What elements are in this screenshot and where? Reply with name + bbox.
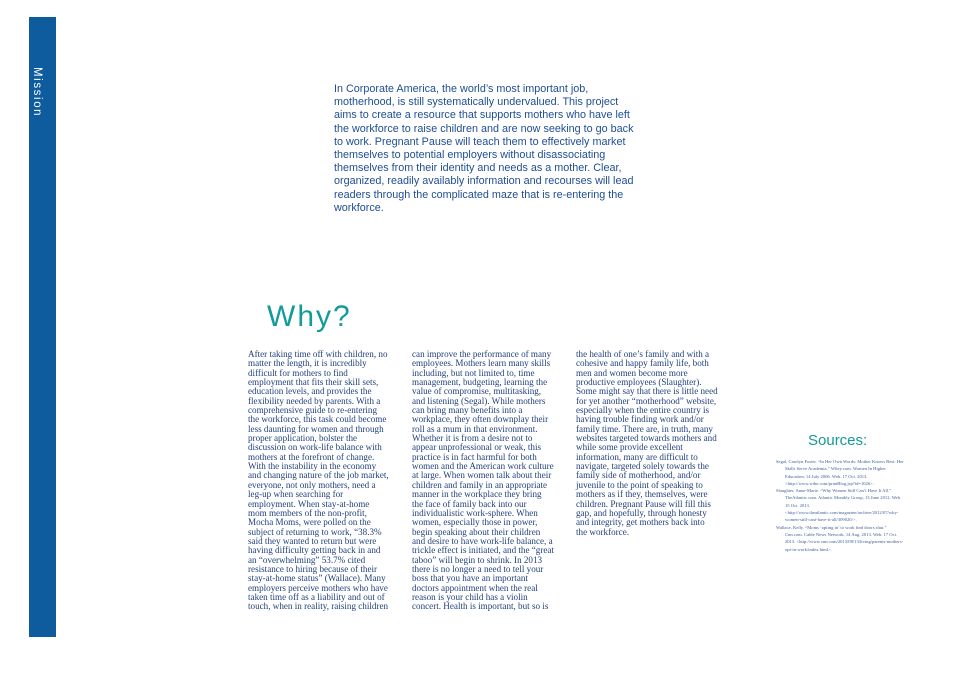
body-paragraph: Some might say that there is little need for yet another “motherhood” website, especially when the entire country is having trouble finding work and/or family time. There are, in truth, many websites targeted towards mothers and while some provide excellent information, many are difficult to navigate, targeted solely towards the family side of motherhood, and/or juvenile to the point of speaking to mothers as if they, themselves, were children. Pregnant Pause will fill this gap, and hopefully, through honesty and integrity, get mothers back into the workforce. [576,386,718,537]
why-heading: Why? [267,300,352,333]
mission-statement: In Corporate America, the world’s most important job, motherhood, is still systematically undervalued. This project aims to create a resource that supports mothers who have left the workforce to raise children and are now seeking to go back to work. Pregnant Pause will teach them to effectively market themselves to potential employers without disassociating themselves from their identity and needs as a mother. Clear, organized, readily availably information and recourses will lead readers through the complicated maze that is re-entering the workforce. [334,83,634,214]
source-item: Slaughter, Anne-Marie. “Why Women Still Can’t Have It All.” TheAtlantic.com. Atlantic Monthly Group, 13 June 2012. Web. 15 Oct. 2013. <http://www.theatlantic.com/magazine/archive/2012/07/why-women-still-cant-have-it-all/309020/>. [776,488,902,523]
why-body-text [248,350,718,612]
body-paragraph: With the instability in the economy and changing nature of the job market, everyone, not only mothers, need a leg-up when searching for employment. When stay-at-home mom members of the non-profit, Mocha Moms, were polled on the subject of returning to work, “38.3% said they wanted to return but were having difficulty getting back in and an “overwhelming” 53.7% cited resistance to hiring because of their stay-at-home status” (Wallace). Many employers perceive mothers who have taken time off as a liability and out of touch, when in reality, raising children can improve the performance of many employees. Mothers learn many skills including, but not limited to, time management, budgeting, learning the value of compromise, multitasking, and listening (Segal). While mothers can bring many benefits into a workplace, they often downplay their roll as a mum in that environment. Whether it is from a desire not to appear unprofessional or weak, this practice is in fact harmful for both women and the American work culture at large. When women talk about their children and family in an appropriate manner in the workplace they bring the face of family back into our individualistic work-sphere. When women, especially those in power, begin speaking about their children and desire to have work-life balance, a trickle effect is initiated, and the “great taboo” will begin to shrink. In 2013 there is no longer a need to tell your boss that you have an important doctors appointment when the real reason is your child has a violin concert. Health is important, but so is the health of one’s family and with a cohesive and happy family life, both men and women become more productive employees (Slaughter). [248,349,710,612]
sources-list [776,458,904,553]
source-item: Segal, Carolyn Foster. “In Her Own Words: Mother Knows Best: Her Skills Serve Academia.” Wiley.com. Women In Higher Education, 14 July 2006. Web. 17 Oct. 2013. <http://www.wihe.com/printBlog.jsp?id=1026>. [776,459,904,486]
sources-heading: Sources: [808,432,868,449]
mission-sidebar-tab [29,17,56,637]
mission-tab-label: Mission [31,67,43,118]
source-item: Wallace, Kelly. “Moms ‘opting in’ to work find doors shut.” Cnn.com. Cable News Network, 14 Aug. 2013. Web. 17 Oct. 2013. <http://www.cnn.com/2013/08/13/living/parents-mothers-opt-in-work/index.html>. [776,524,904,552]
body-paragraph: After taking time off with children, no matter the length, it is incredibly difficult for mothers to find employment that fits their skill sets, education levels, and provides the flexibility needed by parents. With a comprehensive guide to re-entering the workforce, this task could become less daunting for women and through proper application, bolster the discussion on work-life balance with mothers at the forefront of change. [248,349,388,462]
